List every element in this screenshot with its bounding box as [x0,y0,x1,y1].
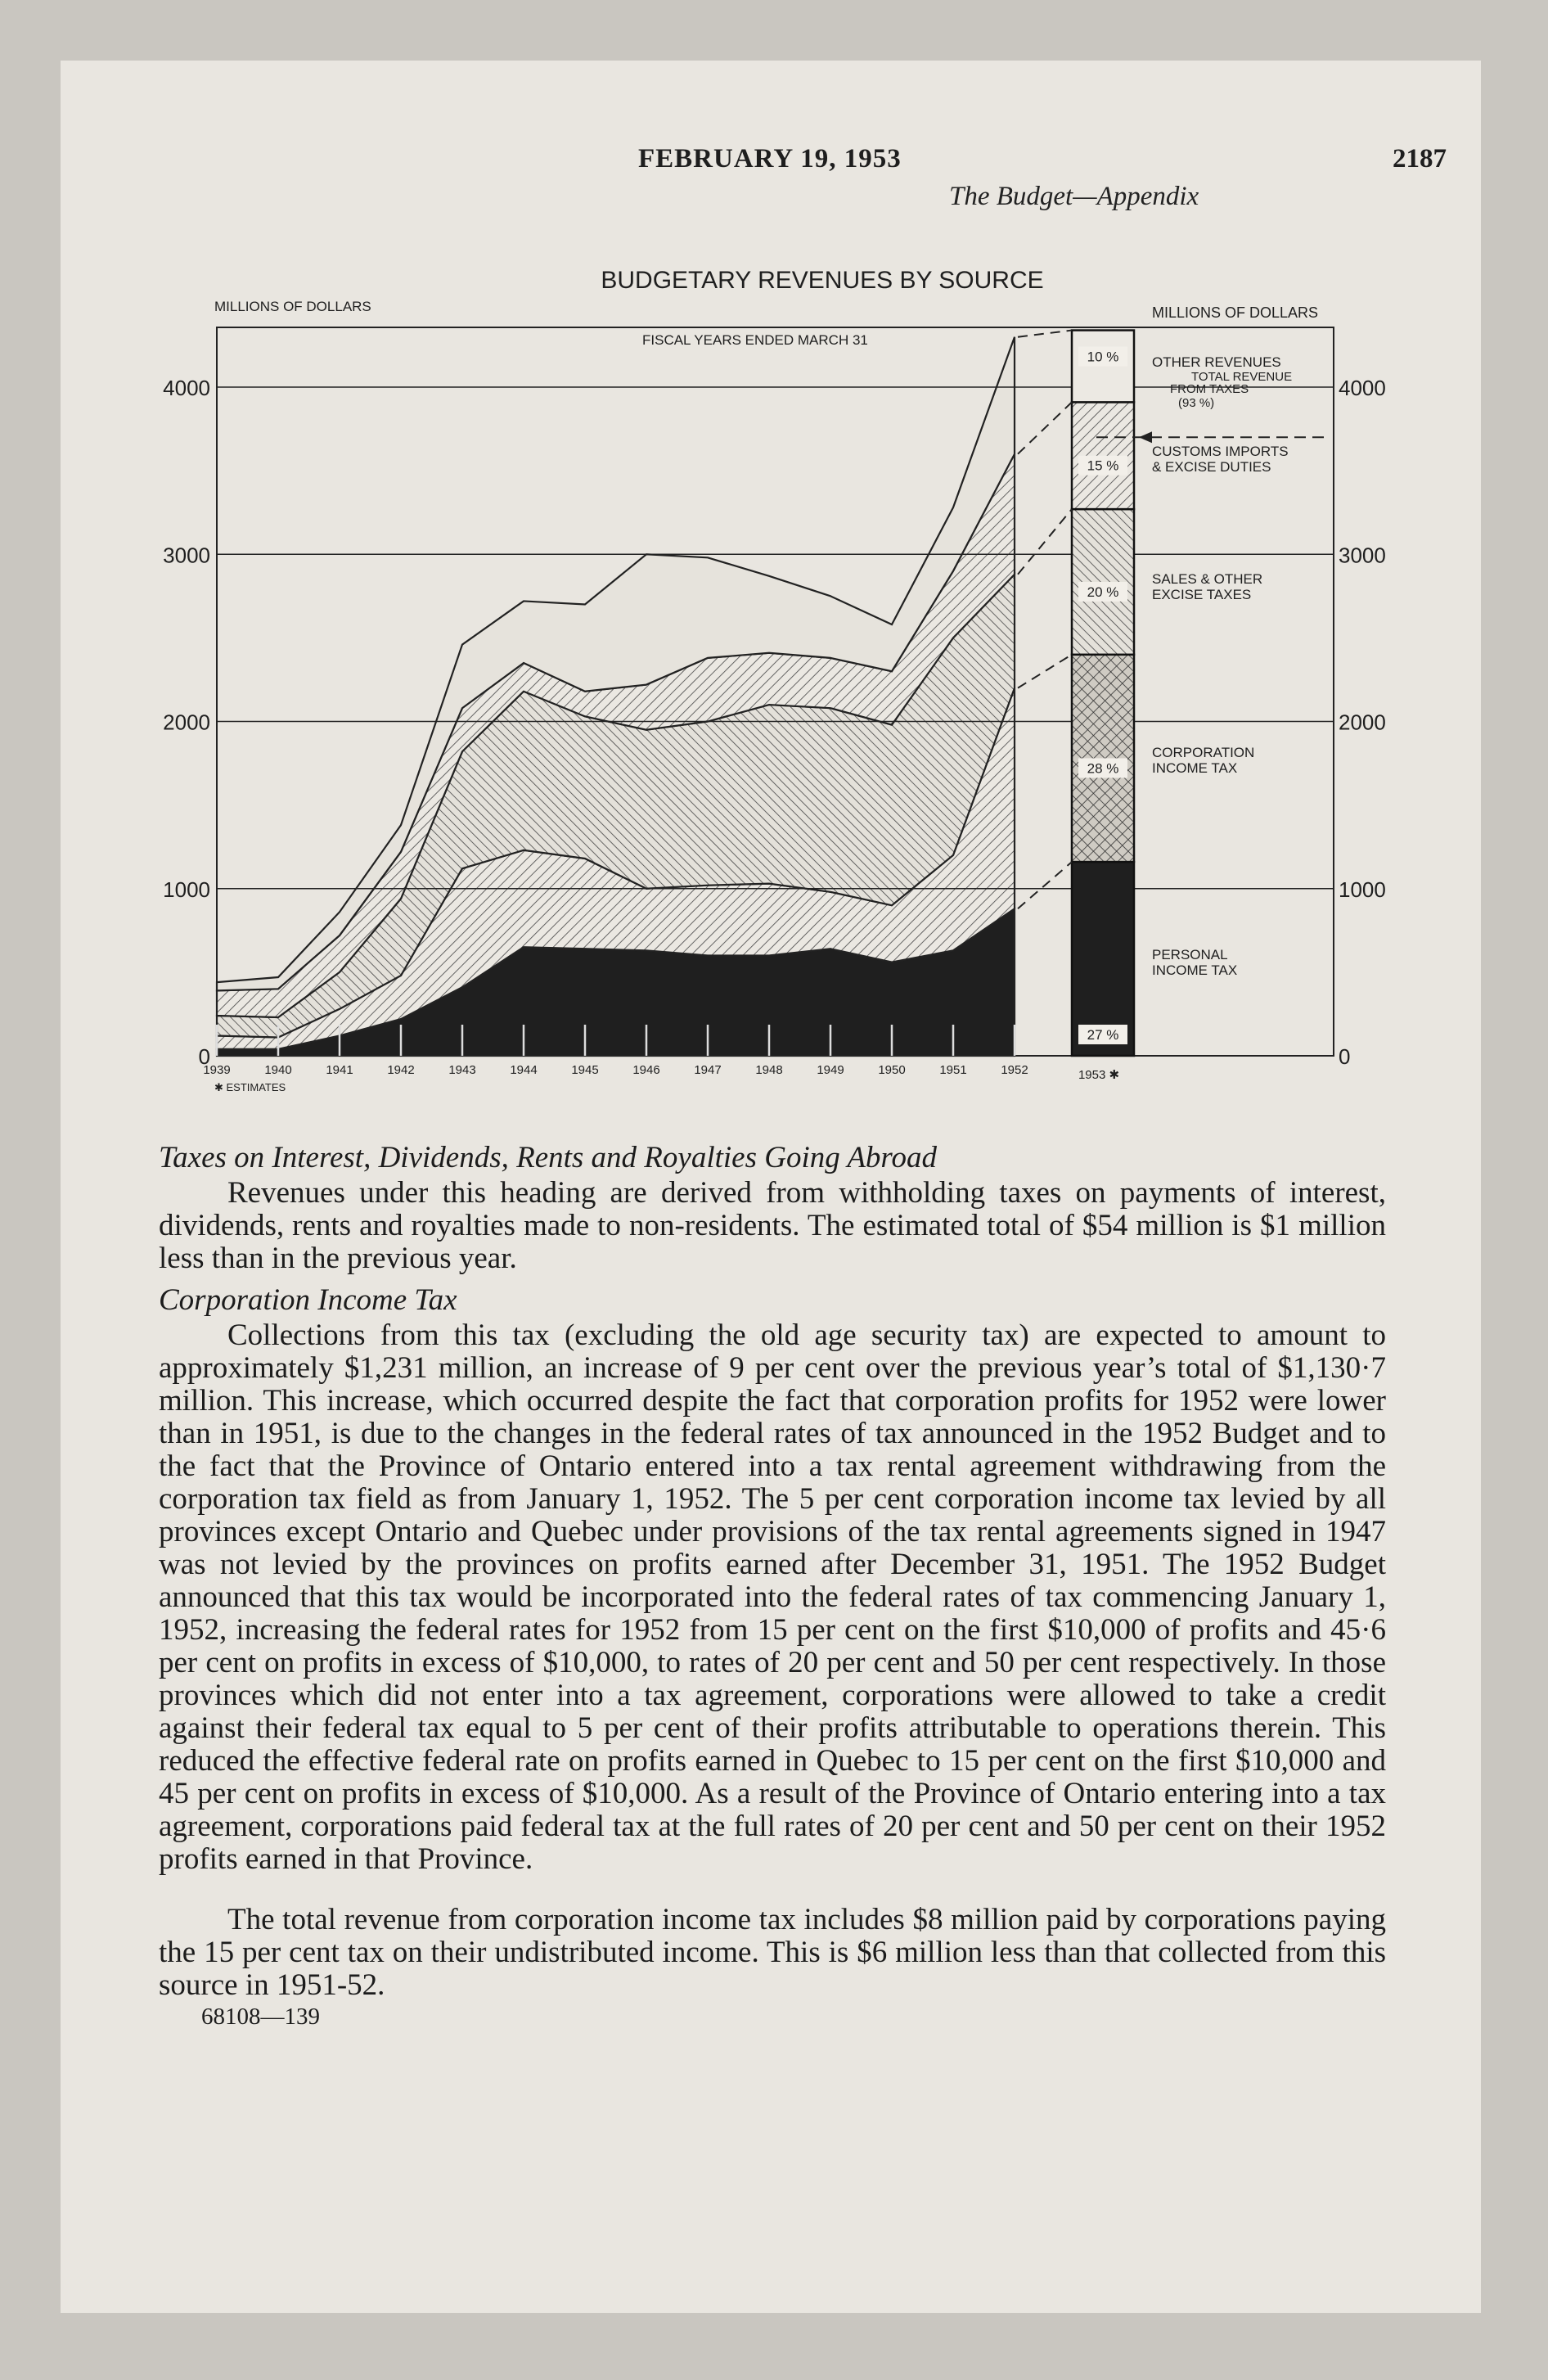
body-text [159,1139,1386,2031]
y-tick-right-0: 0 [1339,1044,1351,1069]
y-tick-left-3000: 3000 [163,543,210,568]
bar-1953-percent-2: 20 % [1087,584,1119,600]
header-date: FEBRUARY 19, 1953 [638,144,902,174]
y-tick-left-2000: 2000 [163,710,210,735]
section-title-taxes-abroad: Taxes on Interest, Dividends, Rents and Royalties Going Abroad [159,1141,937,1174]
x-tick-1947: 1947 [694,1063,722,1077]
legend-label-2: FROM TAXES [1170,382,1249,396]
y-ticks-left [163,376,210,1069]
y-ticks-right [1339,376,1386,1069]
connector-3 [1018,402,1072,453]
x-tick-1942: 1942 [387,1063,415,1077]
y-tick-right-3000: 3000 [1339,543,1386,568]
connector-2 [1018,509,1072,575]
chart-subtitle: FISCAL YEARS ENDED MARCH 31 [642,332,868,348]
y-tick-right-1000: 1000 [1339,877,1386,902]
bar-1953-percent-3: 15 % [1087,458,1119,474]
x-tick-1939: 1939 [203,1063,231,1077]
legend-label-7: EXCISE TAXES [1152,587,1252,602]
x-tick-1950: 1950 [878,1063,906,1077]
x-tick-1946: 1946 [632,1063,660,1077]
estimates-note: ✱ ESTIMATES [214,1081,286,1093]
y-tick-right-4000: 4000 [1339,376,1386,400]
header-subtitle: The Budget—Appendix [949,182,1199,211]
total-tax-arrow [1139,431,1152,443]
legend-label-11: INCOME TAX [1152,962,1238,978]
legend-label-0: OTHER REVENUES [1152,354,1281,370]
legend-label-3: (93 %) [1178,396,1215,410]
y-tick-left-0: 0 [198,1044,210,1069]
x-tick-1940: 1940 [264,1063,292,1077]
legend-label-1: TOTAL REVENUE [1191,370,1293,384]
y-tick-left-1000: 1000 [163,877,210,902]
legend-label-4: CUSTOMS IMPORTS [1152,444,1289,459]
x-tick-1948: 1948 [755,1063,783,1077]
paragraph-corporation-tax-1: Collections from this tax (excluding the old age security tax) are expected to amount to approximately $1,231 million, an increase of 9 per cent over the previous year’s total of $1,130·7 million. This increase, which occurred despite the fact that corporation profits for 1952 were lower than in 1951, is due to the changes in the federal rates of tax announced in the 1952 Budget and to the fact that the Province of Ontario entered into a tax rental agreement withdrawing from the corporation tax field as from January 1, 1952. The 5 per cent corporation income tax levied by all provinces except Ontario and Quebec under provisions of the tax rental agreements signed in 1947 was not levied by the provinces on profits earned after December 31, 1951. The 1952 Budget announced that this tax would be incorporated into the federal rates of tax commencing January 1, 1952, increasing the federal rates for 1952 from 15 per cent on the first $10,000 of profits and 45·6 per cent on profits in excess of $10,000, to rates of 20 per cent and 50 per cent respectively. In those provinces which did not enter into a tax agreement, corporations were allowed to take a credit against their federal tax equal to 5 per cent of their profits attributable to operations therein. This reduced the effective federal rate on profits earned in Quebec to 15 per cent on the first $10,000 and 45 per cent on profits in excess of $10,000. As a result of the Province of Ontario entering into a tax agreement, corporations paid federal tax at the full rates of 20 per cent and 50 per cent on their 1952 profits earned in that Province. [159,1318,1386,1876]
footnote-code: 68108—139 [201,2004,320,2030]
paragraph-taxes-abroad: Revenues under this heading are derived from withholding taxes on payments of interest, dividends, rents and royalties made to non-residents. The estimated total of $54 million is $1 million less than in the previous year. [159,1176,1386,1275]
legend-label-10: PERSONAL [1152,947,1228,962]
y-axis-label-left: MILLIONS OF DOLLARS [214,299,371,314]
x-tick-1941: 1941 [326,1063,353,1077]
connector-0 [1018,862,1072,908]
paragraph-corporation-tax-2: The total revenue from corporation income tax includes $8 million paid by corporations paying the 15 per cent tax on their undistributed income. This is $6 million less than that collected from this source in 1951-52. [159,1903,1386,2002]
x-tick-1951: 1951 [939,1063,967,1077]
legend-label-6: SALES & OTHER [1152,571,1263,587]
x-tick-1949: 1949 [817,1063,844,1077]
x-tick-1944: 1944 [510,1063,538,1077]
x-tick-1952: 1952 [1001,1063,1028,1077]
bar-1953-segment-1 [1072,655,1134,862]
budgetary-revenues-chart [0,0,1548,1162]
bar-1953-percent-1: 28 % [1087,760,1119,777]
y-axis-label-right: MILLIONS OF DOLLARS [1152,304,1319,321]
x-tick-1945: 1945 [571,1063,599,1077]
y-tick-left-4000: 4000 [163,376,210,400]
connector-1 [1018,655,1072,688]
bar-1953 [1018,331,1134,1056]
x-tick-1953: 1953 ✱ [1078,1068,1120,1082]
section-title-corporation-tax: Corporation Income Tax [159,1283,457,1317]
chart-title: BUDGETARY REVENUES BY SOURCE [601,267,1044,294]
page-number: 2187 [1393,144,1447,174]
y-tick-right-2000: 2000 [1339,710,1386,735]
legend-label-8: CORPORATION [1152,745,1255,760]
connector-4 [1018,331,1072,337]
legend-label-5: & EXCISE DUTIES [1152,459,1271,475]
x-tick-1943: 1943 [448,1063,476,1077]
bar-1953-percent-0: 27 % [1087,1027,1119,1043]
area-layers [217,337,1015,1056]
bar-1953-percent-4: 10 % [1087,349,1119,365]
legend-label-9: INCOME TAX [1152,760,1238,776]
